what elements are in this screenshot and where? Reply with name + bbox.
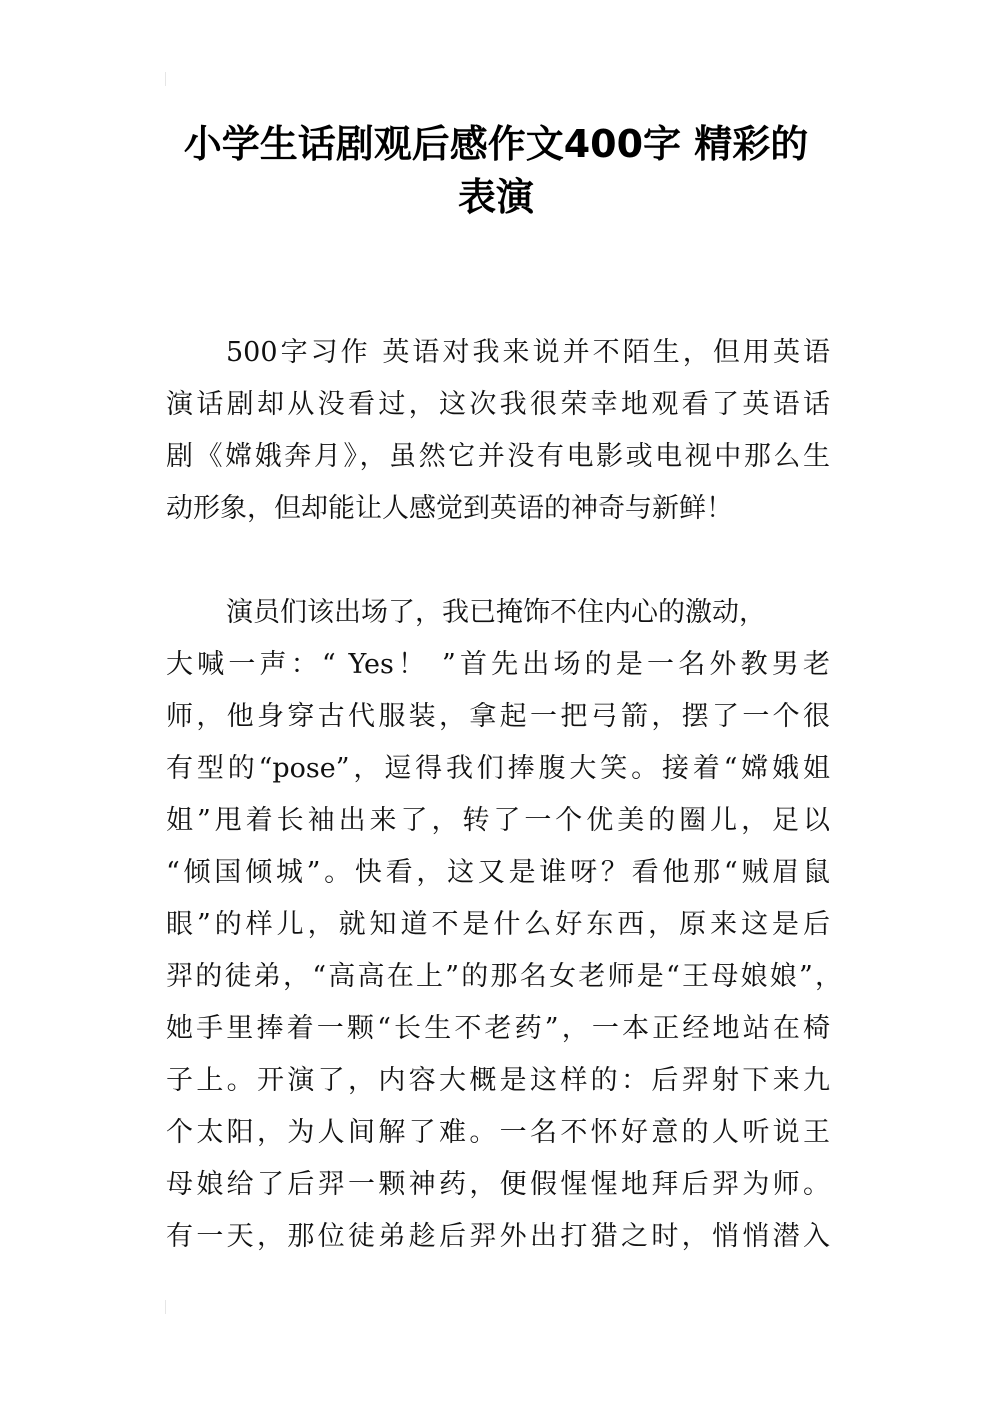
- text-line: 演话剧却从没看过，这次我很荣幸地观看了英语话: [166, 389, 830, 420]
- title-line: 表演: [457, 175, 534, 219]
- text-line: 羿的徒弟，“高高在上”的那名女老师是“王母娘娘”，: [166, 961, 842, 992]
- paragraph-1: [166, 327, 830, 535]
- document-title: [100, 118, 892, 224]
- text-line: 演员们该出场了，我已掩饰不住内心的激动，: [226, 597, 766, 628]
- text-line: 有一天，那位徒弟趁后羿外出打猎之时，悄悄潜入: [166, 1221, 830, 1252]
- title-line: 小学生话剧观后感作文400字 精彩的: [183, 122, 809, 166]
- page-corner-mark: [165, 72, 166, 86]
- text-line: 有型的“pose”，逗得我们捧腹大笑。接着“嫦娥姐: [166, 753, 830, 784]
- text-line: “倾国倾城”。快看，这又是谁呀？看他那“贼眉鼠: [166, 857, 830, 888]
- text-line: 子上。开演了，内容大概是这样的：后羿射下来九: [166, 1065, 830, 1096]
- text-line: 动形象，但却能让人感觉到英语的神奇与新鲜！: [166, 493, 733, 524]
- text-line: 她手里捧着一颗“长生不老药”，一本正经地站在椅: [166, 1013, 830, 1044]
- page-corner-mark: [165, 1300, 166, 1314]
- paragraph-2: [166, 587, 842, 1263]
- text-line: 剧《嫦娥奔月》，虽然它并没有电影或电视中那么生: [166, 441, 830, 472]
- text-line: 眼”的样儿，就知道不是什么好东西，原来这是后: [166, 909, 830, 940]
- text-line: 大喊一声：“ Yes！ ”首先出场的是一名外教男老: [166, 649, 830, 680]
- text-line: 500字习作 英语对我来说并不陌生，但用英语: [226, 337, 830, 368]
- text-line: 姐”甩着长袖出来了，转了一个优美的圈儿，足以: [166, 805, 830, 836]
- text-line: 个太阳，为人间解了难。一名不怀好意的人听说王: [166, 1117, 830, 1148]
- text-line: 师，他身穿古代服装，拿起一把弓箭，摆了一个很: [166, 701, 830, 732]
- text-line: 母娘给了后羿一颗神药，便假惺惺地拜后羿为师。: [166, 1169, 830, 1200]
